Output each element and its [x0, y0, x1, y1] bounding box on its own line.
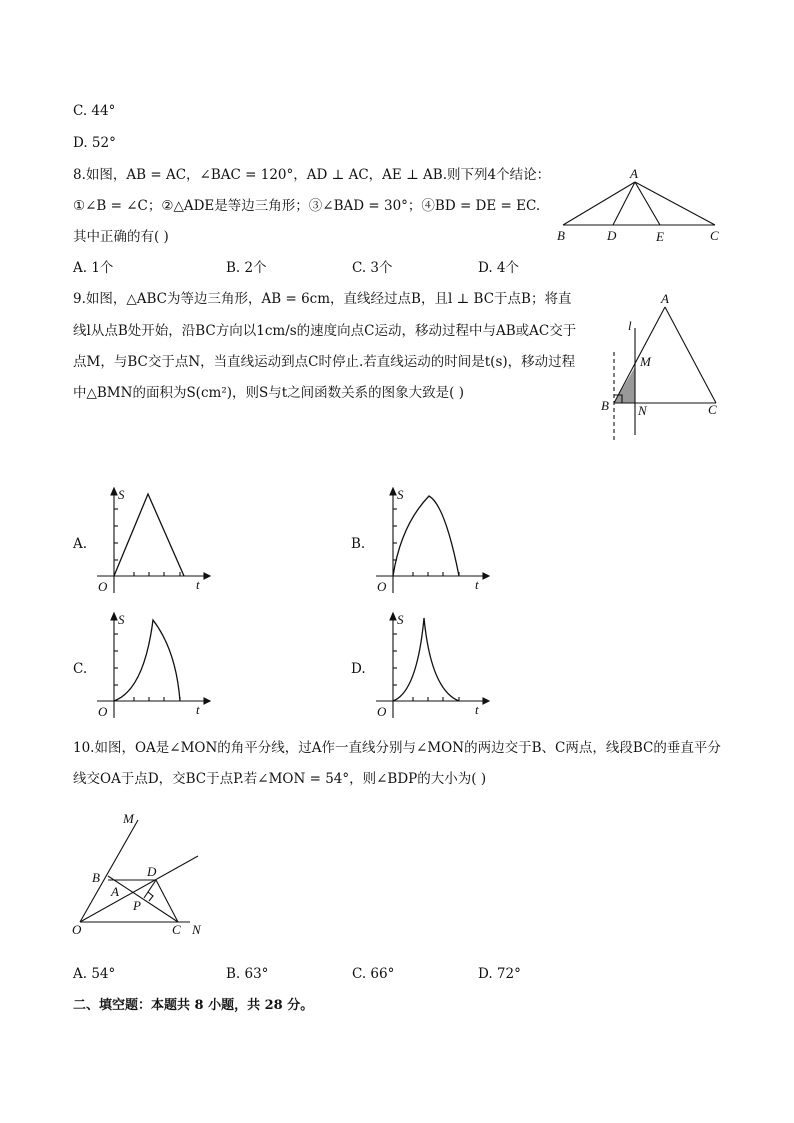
q9-graph-b-s: S — [397, 487, 404, 502]
q9-graph-a — [92, 485, 212, 595]
q9-label-l: l — [628, 318, 632, 333]
q9-graph-b — [371, 485, 491, 595]
q10-label-n: N — [192, 922, 201, 937]
q9-stem-line4: 中△BMN的面积为S(cm²)，则S与t之间函数关系的图象大致是( ) — [73, 385, 464, 401]
q10-figure — [68, 810, 213, 940]
q9-graph-b-label: B. — [351, 536, 366, 552]
q9-label-a: A — [661, 291, 669, 306]
q8-option-c: C. 3个 — [352, 260, 393, 276]
q10-label-m: M — [123, 811, 134, 826]
q9-graph-d-s: S — [397, 612, 404, 627]
q10-option-d: D. 72° — [478, 966, 521, 982]
q9-stem-line3: 点M，与BC交于点N，当直线运动到点C时停止.若直线运动的时间是t(s)，移动过程 — [73, 354, 576, 370]
q9-graph-c-t: t — [196, 702, 200, 717]
q10-label-c: C — [172, 922, 181, 937]
q9-graph-c-s: S — [118, 612, 125, 627]
q10-stem-line1: 10.如图，OA是∠MON的角平分线，过A作一直线分别与∠MON的两边交于B、C两点，线段BC的垂直平分 — [73, 740, 721, 756]
q10-stem-line2: 线交OA于点D，交BC于点P.若∠MON = 54°，则∠BDP的大小为( ) — [73, 771, 487, 787]
q10-option-b: B. 63° — [226, 966, 269, 982]
q10-option-c: C. 66° — [352, 966, 395, 982]
q10-label-b: B — [92, 870, 100, 885]
q9-stem-line1: 9.如图，△ABC为等边三角形，AB = 6cm，直线经过点B，且l ⊥ BC于点B；将直 — [73, 291, 572, 307]
q10-label-p: P — [133, 898, 141, 913]
q9-graph-d-o: O — [377, 704, 387, 719]
q9-graph-b-t: t — [475, 577, 479, 592]
q8-option-b: B. 2个 — [226, 260, 267, 276]
q9-graph-c-o: O — [98, 704, 108, 719]
q8-option-a: A. 1个 — [73, 260, 114, 276]
q9-graph-a-label: A. — [73, 536, 88, 552]
q9-stem-line2: 线l从点B处开始，沿BC方向以1cm/s的速度向点C运动，移动过程中与AB或AC交于 — [73, 323, 577, 339]
q9-graph-d — [371, 610, 491, 720]
q9-figure — [595, 290, 725, 450]
q10-label-o: O — [72, 922, 82, 937]
q8-label-b: B — [557, 228, 565, 243]
q9-label-b: B — [601, 398, 609, 413]
q9-graph-d-label: D. — [351, 661, 366, 677]
q9-graph-d-t: t — [475, 702, 479, 717]
q8-stem-line3: 其中正确的有( ) — [73, 229, 169, 245]
q8-label-d: D — [607, 228, 617, 243]
q10-option-a: A. 54° — [73, 966, 116, 982]
q9-label-c: C — [708, 402, 717, 417]
q9-label-n: N — [638, 403, 647, 418]
q7-option-d: D. 52° — [73, 135, 116, 151]
q10-label-a: A — [111, 884, 119, 899]
q9-graph-a-s: S — [118, 487, 125, 502]
q8-label-c: C — [710, 228, 719, 243]
q9-graph-a-o: O — [98, 579, 108, 594]
section-heading-fill-in: 二、填空题：本题共 8 小题，共 28 分。 — [73, 998, 314, 1013]
q9-graph-b-o: O — [377, 579, 387, 594]
q8-figure — [555, 165, 725, 245]
q9-graph-a-t: t — [196, 577, 200, 592]
q9-graph-c — [92, 610, 212, 720]
q10-label-d: D — [147, 864, 157, 879]
q8-stem-line1: 8.如图，AB = AC，∠BAC = 120°，AD ⊥ AC，AE ⊥ AB.则下列4个结论： — [73, 167, 551, 183]
q7-option-c: C. 44° — [73, 103, 116, 119]
q8-label-e: E — [656, 229, 664, 244]
q8-option-d: D. 4个 — [478, 260, 520, 276]
q8-stem-line2: ①∠B = ∠C；②△ADE是等边三角形；③∠BAD = 30°；④BD = DE = EC. — [73, 198, 541, 214]
q9-label-m: M — [640, 354, 651, 369]
q8-label-a: A — [630, 166, 638, 181]
q9-graph-c-label: C. — [73, 661, 88, 677]
